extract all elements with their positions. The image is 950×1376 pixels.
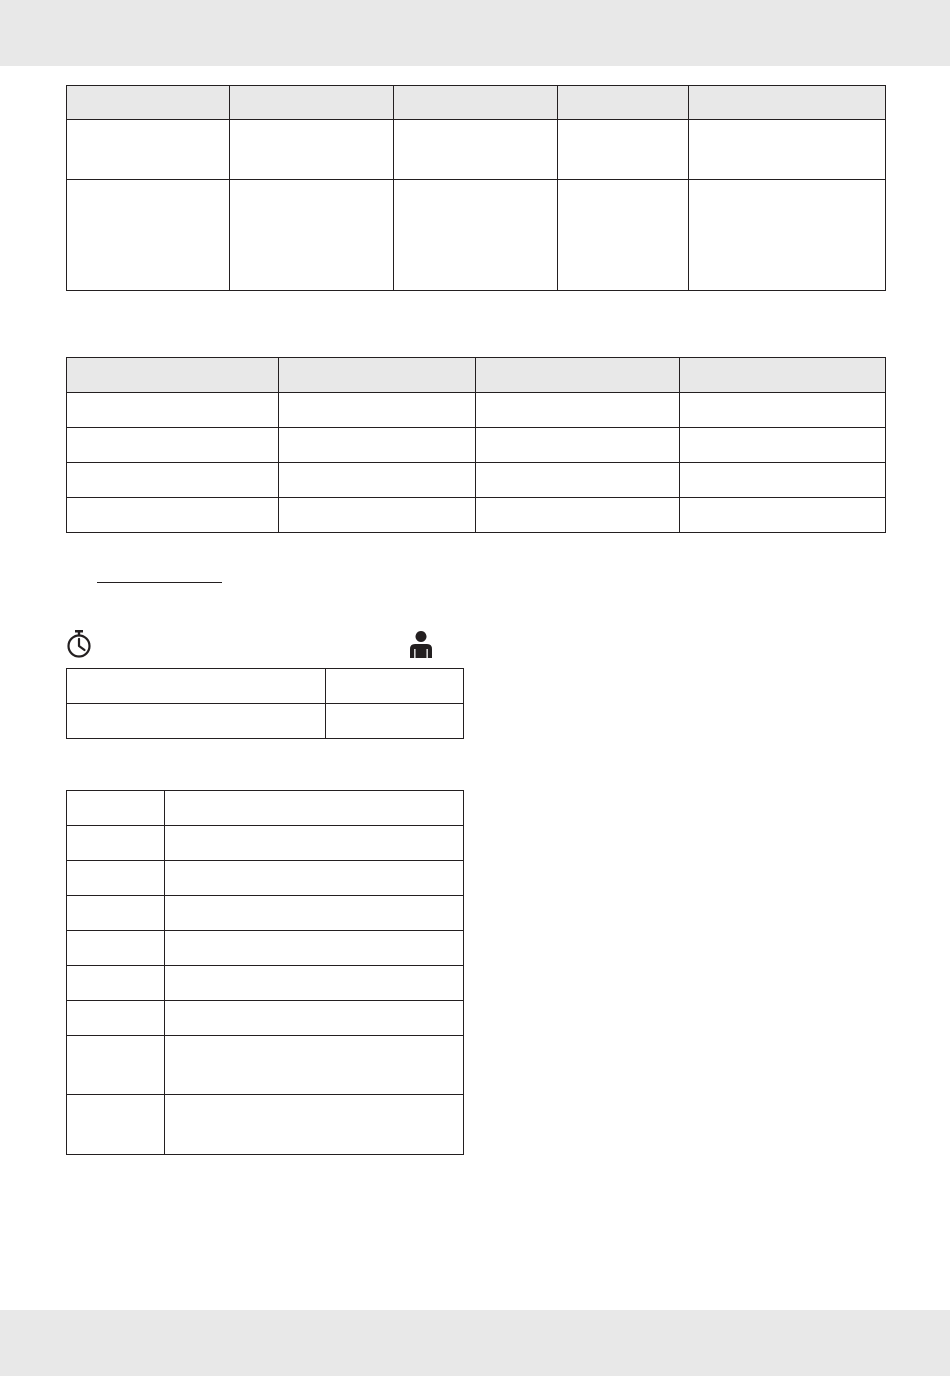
- table-row: [67, 704, 464, 739]
- table-4-cell: [67, 1095, 165, 1155]
- table-1-cell: [230, 180, 394, 291]
- person-icon: [409, 630, 433, 658]
- table-row: [67, 393, 886, 428]
- table-2-header-cell: [67, 358, 279, 393]
- table-1-cell: [67, 180, 230, 291]
- table-2-cell: [279, 498, 476, 533]
- table-2-cell: [476, 428, 680, 463]
- table-4-cell: [165, 1001, 464, 1036]
- table-2-cell: [680, 498, 886, 533]
- table-2-header-cell: [680, 358, 886, 393]
- stopwatch-icon: [66, 629, 92, 659]
- table-3-cell: [326, 704, 464, 739]
- table-4-cell: [165, 861, 464, 896]
- table-4-cell: [165, 966, 464, 1001]
- table-1-cell: [689, 180, 886, 291]
- table-2-cell: [476, 498, 680, 533]
- table-1: [66, 85, 886, 291]
- table-row: [67, 498, 886, 533]
- table-4-cell: [165, 1036, 464, 1095]
- table-2-cell: [279, 428, 476, 463]
- table-1-cell: [394, 120, 558, 180]
- table-row: [67, 861, 464, 896]
- table-2-cell: [680, 393, 886, 428]
- table-row: [67, 931, 464, 966]
- table-1-cell: [558, 180, 689, 291]
- table-row: [67, 791, 464, 826]
- table-1-header-cell: [689, 86, 886, 120]
- table-3-cell: [67, 669, 326, 704]
- table-row: [67, 428, 886, 463]
- table-2-header-cell: [279, 358, 476, 393]
- table-2-cell: [476, 393, 680, 428]
- table-2-header-cell: [476, 358, 680, 393]
- table-row: [67, 180, 886, 291]
- table-4-cell: [165, 1095, 464, 1155]
- table-2-cell: [279, 393, 476, 428]
- table-2: [66, 357, 886, 533]
- table-2-cell: [476, 463, 680, 498]
- table-3-cell: [326, 669, 464, 704]
- table-2-cell: [680, 428, 886, 463]
- table-4-cell: [67, 931, 165, 966]
- table-row: [67, 1001, 464, 1036]
- table-header-row: [67, 358, 886, 393]
- table-4-cell: [67, 861, 165, 896]
- table-3-cell: [67, 704, 326, 739]
- table-4: [66, 790, 464, 1155]
- table-row: [67, 1036, 464, 1095]
- table-4-cell: [165, 896, 464, 931]
- table-4-cell: [67, 1001, 165, 1036]
- table-2-cell: [67, 393, 279, 428]
- table-1-header-cell: [558, 86, 689, 120]
- table-row: [67, 826, 464, 861]
- table-2-cell: [680, 463, 886, 498]
- table-3: [66, 668, 464, 739]
- table-4-cell: [67, 1036, 165, 1095]
- table-4-cell: [165, 826, 464, 861]
- table-row: [67, 669, 464, 704]
- table-1-header-cell: [230, 86, 394, 120]
- table-row: [67, 966, 464, 1001]
- table-2-cell: [67, 463, 279, 498]
- table-2-cell: [279, 463, 476, 498]
- table-row: [67, 120, 886, 180]
- bottom-band: [0, 1310, 950, 1376]
- table-row: [67, 463, 886, 498]
- table-1-cell: [394, 180, 558, 291]
- table-1-cell: [230, 120, 394, 180]
- table-2-cell: [67, 428, 279, 463]
- table-1-cell: [67, 120, 230, 180]
- table-4-cell: [165, 931, 464, 966]
- table-4-cell: [67, 896, 165, 931]
- table-row: [67, 896, 464, 931]
- table-4-cell: [165, 791, 464, 826]
- table-4-cell: [67, 826, 165, 861]
- top-band: [0, 0, 950, 66]
- table-1-header-cell: [394, 86, 558, 120]
- table-4-cell: [67, 966, 165, 1001]
- section-heading-underline: [97, 582, 222, 583]
- table-header-row: [67, 86, 886, 120]
- table-1-cell: [689, 120, 886, 180]
- table-4-cell: [67, 791, 165, 826]
- table-1-cell: [558, 120, 689, 180]
- table-2-cell: [67, 498, 279, 533]
- table-1-header-cell: [67, 86, 230, 120]
- table-row: [67, 1095, 464, 1155]
